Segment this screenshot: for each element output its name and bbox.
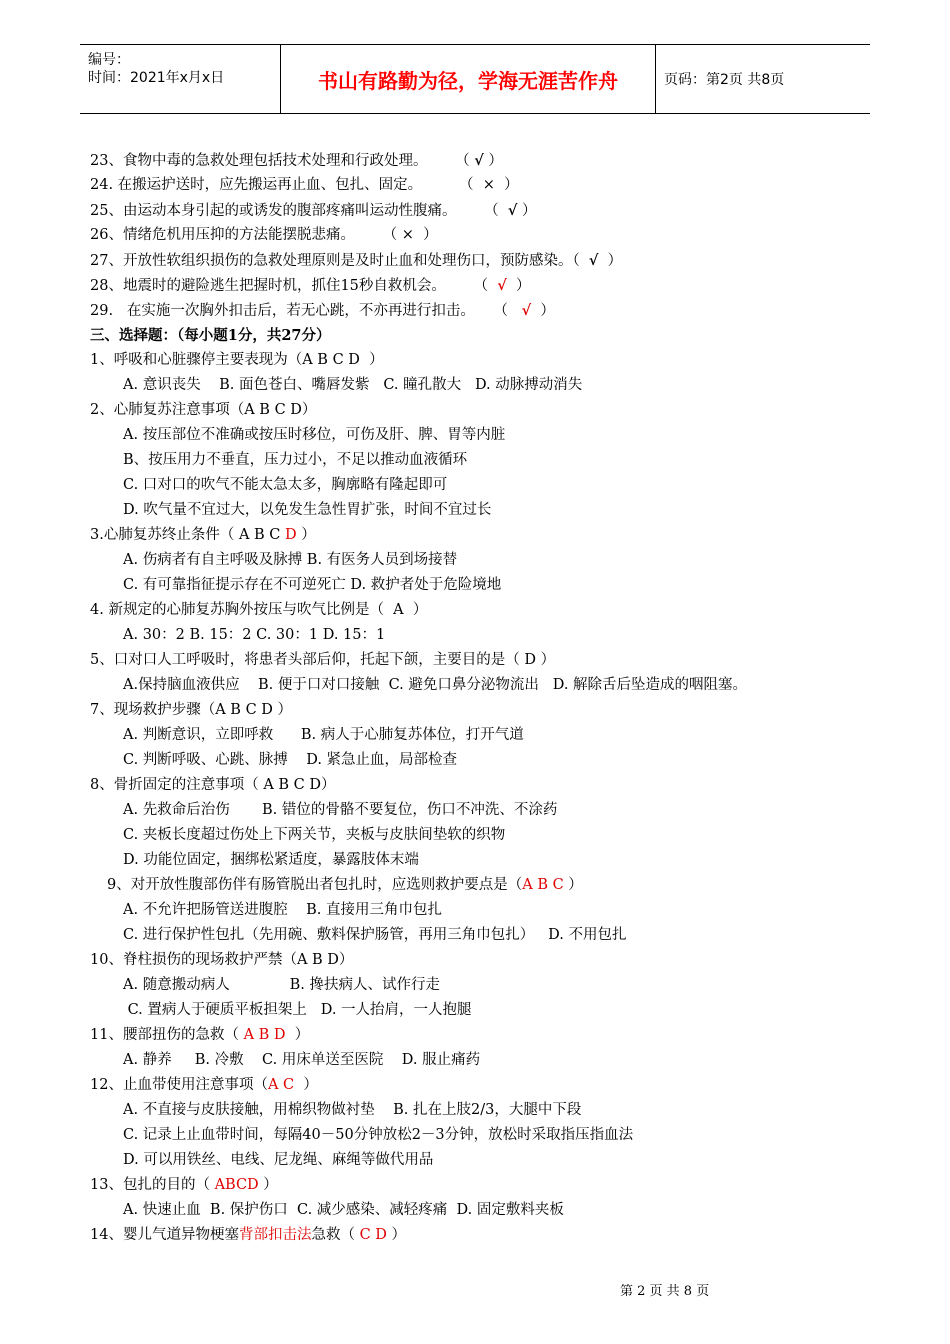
- question-2-option-b: B、按压用力不垂直，压力过小，不足以推动血液循环: [123, 452, 468, 468]
- question-12-options-2: C. 记录上止血带时间，每隔40－50分钟放松2－3分钟，放松时采取指压指血法: [123, 1127, 634, 1143]
- question-7-options-2: C. 判断呼吸、心跳、脉搏 D. 紧急止血，局部检查: [123, 752, 458, 768]
- judgment-27: 27、开放性软组织损伤的急救处理原则是及时止血和处理伤口，预防感染。（ √ ）: [90, 252, 623, 269]
- question-12-options-3: D. 可以用铁丝、电线、尼龙绳、麻绳等做代用品: [123, 1152, 434, 1168]
- question-7: 7、现场救护步骤（A B C D ）: [90, 702, 293, 718]
- question-10: 10、脊柱损伤的现场救护严禁（A B D）: [90, 952, 354, 968]
- question-10-options-2: C. 置病人于硬质平板担架上 D. 一人抬肩，一人抱腿: [123, 1002, 472, 1018]
- question-8-options-2: C. 夹板长度超过伤处上下两关节，夹板与皮肤间垫软的织物: [123, 827, 506, 843]
- question-2-option-d: D. 吹气量不宜过大，以免发生急性胃扩张，时间不宜过长: [123, 502, 492, 518]
- question-5: 5、口对口人工呼吸时，将患者头部后仰，托起下颌，主要目的是（ D ）: [90, 652, 556, 668]
- judgment-23: 23、食物中毒的急救处理包括技术处理和行政处理。 （ √ ）: [90, 152, 503, 169]
- question-11-options: A. 静养 B. 冷敷 C. 用床单送至医院 D. 服止痛药: [123, 1052, 481, 1068]
- question-11: 11、腰部扭伤的急救（ A B D ）: [90, 1027, 310, 1043]
- page-code: 页码：第2页 共8页: [664, 72, 785, 88]
- question-3-options-1: A. 伤病者有自主呼吸及脉搏 B. 有医务人员到场接替: [123, 552, 458, 568]
- question-8-options-1: A. 先救命后治伤 B. 错位的骨骼不要复位，伤口不冲洗、不涂药: [123, 802, 558, 818]
- question-10-options-1: A. 随意搬动病人 B. 搀扶病人、试作行走: [123, 977, 440, 993]
- question-2-option-a: A. 按压部位不准确或按压时移位，可伤及肝、脾、胃等内脏: [123, 427, 506, 443]
- question-3-options-2: C. 有可靠指征提示存在不可逆死亡 D. 救护者处于危险境地: [123, 577, 502, 593]
- section-title: 三、选择题：（每小题1分，共27分）: [90, 327, 331, 344]
- judgment-25: 25、由运动本身引起的或诱发的腹部疼痛叫运动性腹痛。 （ √ ）: [90, 202, 537, 219]
- judgment-28: 28、地震时的避险逃生把握时机，抓住15秒自救机会。 （ √ ）: [90, 277, 531, 294]
- question-12-options-1: A. 不直接与皮肤接触，用棉织物做衬垫 B. 扎在上肢2/3，大腿中下段: [123, 1102, 582, 1118]
- question-7-options-1: A. 判断意识，立即呼救 B. 病人于心肺复苏体位，打开气道: [123, 727, 524, 743]
- question-1: 1、呼吸和心脏骤停主要表现为（A B C D ）: [90, 352, 384, 368]
- question-2: 2、心肺复苏注意事项（A B C D）: [90, 402, 317, 418]
- question-12: 12、止血带使用注意事项（A C ）: [90, 1077, 318, 1093]
- question-8: 8、骨折固定的注意事项（ A B C D）: [90, 777, 336, 793]
- judgment-24: 24. 在搬运护送时，应先搬运再止血、包扎、固定。 （ × ）: [90, 177, 519, 193]
- judgment-26: 26、情绪危机用压抑的方法能摆脱悲痛。 （ × ）: [90, 227, 438, 243]
- question-13-options: A. 快速止血 B. 保护伤口 C. 减少感染、减轻疼痛 D. 固定敷料夹板: [123, 1202, 564, 1218]
- number-label: 编号：: [88, 52, 130, 68]
- question-1-options: A. 意识丧失 B. 面色苍白、嘴唇发紫 C. 瞳孔散大 D. 动脉搏动消失: [123, 377, 583, 393]
- page-header: [80, 44, 870, 114]
- header-info: [80, 45, 280, 113]
- question-4-options: A. 30：2 B. 15：2 C. 30：1 D. 15：1: [123, 627, 386, 643]
- question-9-options-2: C. 进行保护性包扎（先用碗、敷料保护肠管，再用三角巾包扎） D. 不用包扎: [123, 927, 627, 943]
- time-label: 时间：2021年x月x日: [88, 70, 225, 86]
- question-9-options-1: A. 不允许把肠管送进腹腔 B. 直接用三角巾包扎: [123, 902, 442, 918]
- document-body: [90, 148, 880, 1248]
- question-2-option-c: C. 口对口的吹气不能太急太多，胸廓略有隆起即可: [123, 477, 448, 493]
- question-9: 9、对开放性腹部伤伴有肠管脱出者包扎时，应选则救护要点是（A B C ）: [107, 877, 583, 893]
- page-footer: 第 2 页 共 8 页: [620, 1284, 710, 1299]
- question-4: 4. 新规定的心肺复苏胸外按压与吹气比例是（ A ）: [90, 602, 428, 618]
- question-14: 14、婴儿气道异物梗塞背部扣击法急救（ C D ）: [90, 1227, 407, 1243]
- motto: 书山有路勤为径，学海无涯苦作舟: [280, 45, 656, 113]
- question-3: 3.心肺复苏终止条件（ A B C D ）: [90, 527, 316, 543]
- question-8-options-3: D. 功能位固定，捆绑松紧适度，暴露肢体末端: [123, 852, 419, 868]
- question-5-options: A.保持脑血液供应 B. 便于口对口接触 C. 避免口鼻分泌物流出 D. 解除舌后坠造成的咽阻塞。: [123, 677, 748, 693]
- judgment-29: 29. 在实施一次胸外扣击后，若无心跳，不亦再进行扣击。 （ √ ）: [90, 302, 555, 319]
- question-13: 13、包扎的目的（ ABCD ）: [90, 1177, 278, 1193]
